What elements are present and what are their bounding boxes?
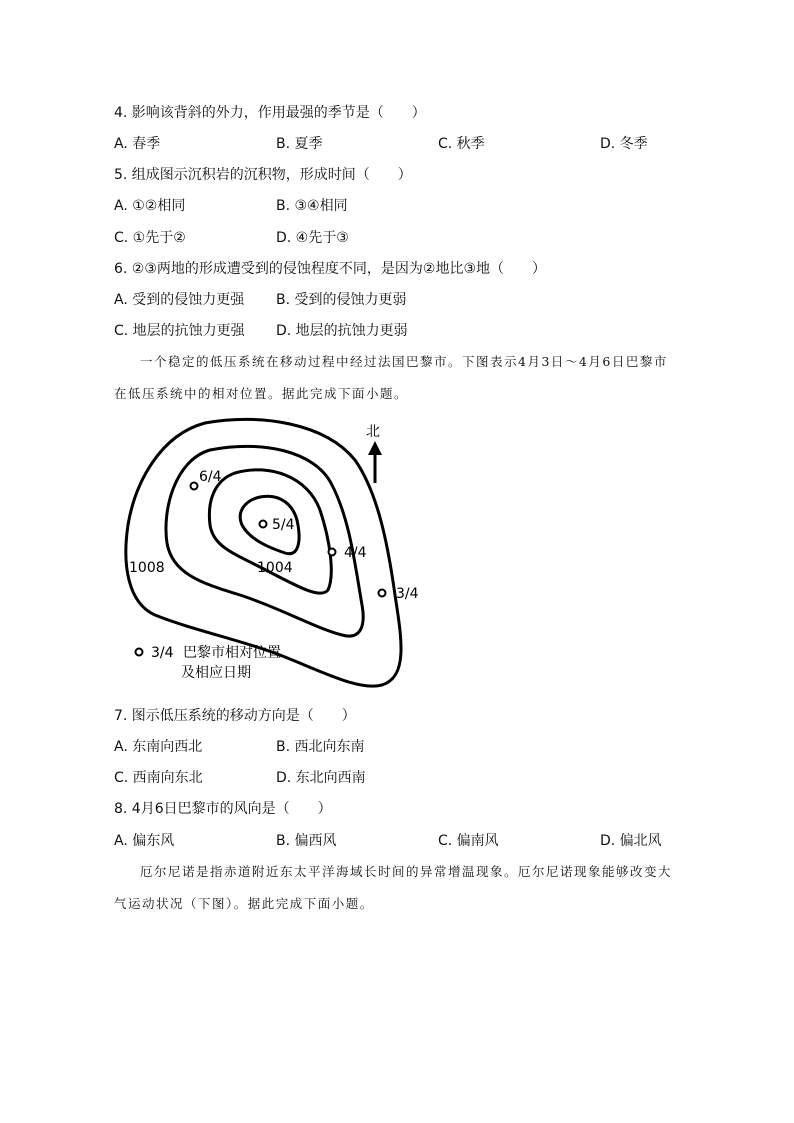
legend-symbol-label: 3/4 — [151, 645, 174, 661]
q8-stem: 8. 4月6日巴黎市的风向是（ ） — [114, 801, 332, 817]
q5-option-c: C. ①先于② — [114, 230, 186, 246]
isobar-label-1004: 1004 — [257, 560, 293, 576]
north-arrow-icon — [368, 441, 382, 483]
point-label-6-4: 6/4 — [199, 469, 222, 485]
q6-option-c: C. 地层的抗蚀力更强 — [114, 323, 245, 339]
intro-elnino-line2: 气运动状况（下图）。据此完成下面小题。 — [114, 896, 374, 911]
north-label: 北 — [366, 424, 380, 440]
q6-stem: 6. ②③两地的形成遭受到的侵蚀程度不同，是因为②地比③地（ ） — [114, 261, 547, 277]
q4-option-d: D. 冬季 — [600, 136, 648, 152]
q5-option-a: A. ①②相同 — [114, 198, 186, 214]
q5-stem: 5. 组成图示沉积岩的沉积物，形成时间（ ） — [114, 167, 412, 183]
q6-option-a: A. 受到的侵蚀力更强 — [114, 292, 245, 308]
point-marker-3-4 — [379, 590, 386, 597]
q8-option-d: D. 偏北风 — [600, 833, 662, 849]
q6-option-d: D. 地层的抗蚀力更弱 — [276, 323, 408, 339]
isobar-figure — [110, 415, 440, 690]
q8-option-c: C. 偏南风 — [438, 833, 499, 849]
isobar-label-1008: 1008 — [129, 560, 165, 576]
isobar-second — [166, 446, 363, 636]
point-label-4-4: 4/4 — [344, 545, 367, 561]
point-label-3-4: 3/4 — [396, 586, 419, 602]
q4-option-b: B. 夏季 — [276, 136, 323, 152]
q6-option-b: B. 受到的侵蚀力更弱 — [276, 292, 407, 308]
q4-stem: 4. 影响该背斜的外力，作用最强的季节是（ ） — [114, 105, 426, 121]
point-marker-6-4 — [191, 483, 198, 490]
intro-lowpressure-line2: 在低压系统中的相对位置。据此完成下面小题。 — [114, 386, 409, 401]
legend-marker — [136, 649, 143, 656]
q5-option-d: D. ④先于③ — [276, 230, 349, 246]
q4-option-c: C. 秋季 — [438, 136, 485, 152]
legend-text-line2: 及相应日期 — [181, 665, 251, 681]
q7-stem: 7. 图示低压系统的移动方向是（ ） — [114, 708, 356, 724]
intro-elnino-line1: 厄尔尼诺是指赤道附近东太平洋海域长时间的异常增温现象。厄尔尼诺现象能够改变大 — [140, 864, 673, 879]
q8-option-a: A. 偏东风 — [114, 833, 175, 849]
intro-lowpressure-line1: 一个稳定的低压系统在移动过程中经过法国巴黎市。下图表示4月3日～4月6日巴黎市 — [140, 354, 668, 369]
q7-option-d: D. 东北向西南 — [276, 770, 366, 786]
q8-option-b: B. 偏西风 — [276, 833, 337, 849]
q5-option-b: B. ③④相同 — [276, 198, 348, 214]
point-marker-4-4 — [329, 549, 336, 556]
point-marker-5-4 — [260, 521, 267, 528]
legend-text-line1: 巴黎市相对位置 — [183, 645, 281, 661]
q7-option-c: C. 西南向东北 — [114, 770, 203, 786]
q7-option-a: A. 东南向西北 — [114, 739, 203, 755]
q4-option-a: A. 春季 — [114, 136, 161, 152]
point-label-5-4: 5/4 — [272, 517, 295, 533]
q7-option-b: B. 西北向东南 — [276, 739, 365, 755]
